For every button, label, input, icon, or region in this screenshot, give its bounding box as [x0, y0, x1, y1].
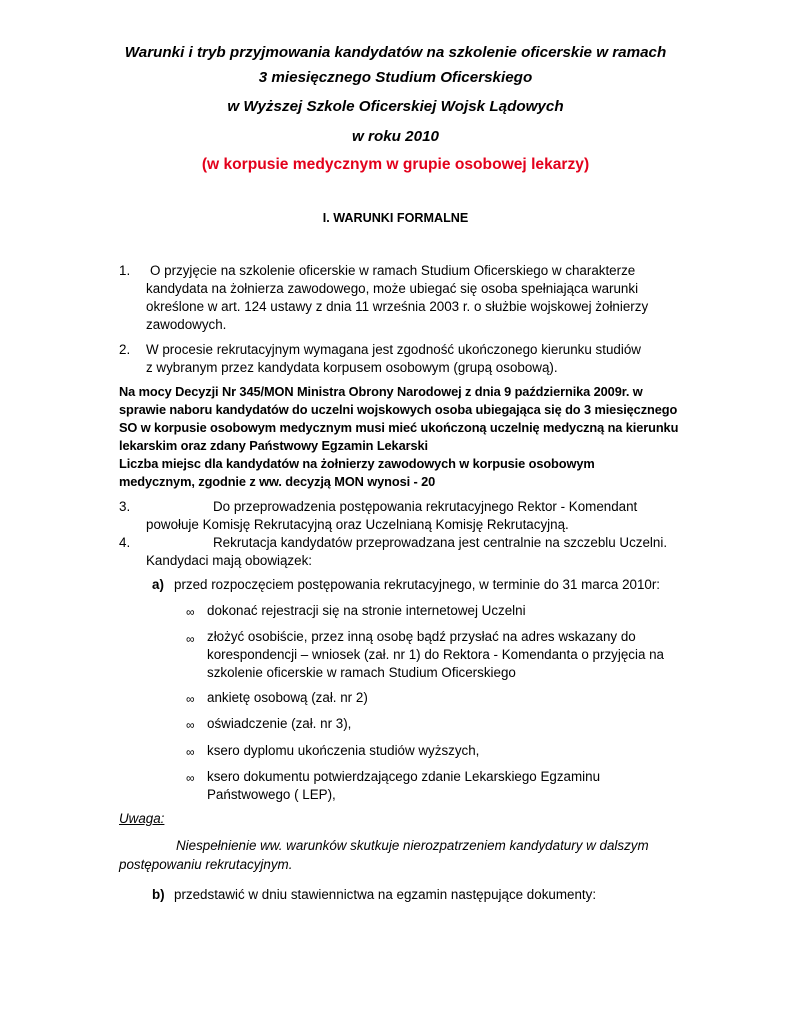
bullet-2-line-3: szkolenie oficerskie w ramach Studium Oficerskiego — [207, 665, 516, 680]
bullet-6-line-1: ksero dokumentu potwierdzającego zdanie Lekarskiego Egzaminu — [207, 769, 601, 784]
seats-line-1: Liczba miejsc dla kandydatów na żołnierzy zawodowych w korpusie osobowym — [119, 456, 595, 471]
item-1-line-3: określone w art. 124 ustawy z dnia 11 września 2003 r. o służbie wojskowej żołnierzy — [146, 299, 649, 314]
sub-a-text: przed rozpoczęciem postępowania rekrutacyjnego, w terminie do 31 marca 2010r: — [174, 577, 661, 592]
bullet-3-text: ankietę osobową (zał. nr 2) — [207, 690, 368, 705]
document-subtitle-red: (w korpusie medycznym w grupie osobowej lekarzy) — [201, 156, 590, 173]
decision-line-1: Na mocy Decyzji Nr 345/MON Ministra Obrony Narodowej z dnia 9 października 2009r. w — [119, 384, 643, 399]
infinity-bullet-icon: ∞ — [186, 605, 195, 619]
item-2-line-2: z wybranym przez kandydata korpusem osobowym (grupą osobową). — [146, 360, 558, 375]
note-line-1: Niespełnienie ww. warunków skutkuje nierozpatrzeniem kandydatury w dalszym — [176, 838, 649, 853]
bullet-2-line-1: złożyć osobiście, przez inną osobę bądź przysłać na adres wskazany do — [207, 629, 636, 644]
infinity-bullet-icon: ∞ — [186, 632, 195, 646]
document-title-line-2: 3 miesięcznego Studium Oficerskiego — [258, 69, 533, 86]
sub-b-label: b) — [152, 887, 165, 902]
document-title-line-4: w roku 2010 — [352, 128, 439, 145]
bullet-4-text: oświadczenie (zał. nr 3), — [207, 716, 352, 731]
seats-line-2: medycznym, zgodnie z ww. decyzją MON wynosi - 20 — [119, 474, 436, 489]
item-3-line-1: Do przeprowadzenia postępowania rekrutacyjnego Rektor - Komendant — [213, 499, 638, 514]
item-4-line-2: Kandydaci mają obowiązek: — [146, 553, 312, 568]
item-2-number: 2. — [119, 342, 131, 357]
section-heading: I. WARUNKI FORMALNE — [322, 211, 469, 225]
sub-a-label: a) — [152, 577, 164, 592]
bullet-6-line-2: Państwowego ( LEP), — [207, 787, 336, 802]
infinity-bullet-icon: ∞ — [186, 771, 195, 785]
sub-b-text: przedstawić w dniu stawiennictwa na egzamin następujące dokumenty: — [174, 887, 597, 902]
decision-line-3: SO w korpusie osobowym medycznym musi mieć ukończoną uczelnię medyczną na kierunku — [119, 420, 679, 435]
item-1-number: 1. — [119, 263, 131, 278]
item-4-number: 4. — [119, 535, 131, 550]
item-1-line-4: zawodowych. — [146, 317, 227, 332]
decision-line-4: lekarskim oraz zdany Państwowy Egzamin Lekarski — [119, 438, 428, 453]
infinity-bullet-icon: ∞ — [186, 718, 195, 732]
item-4-line-1: Rekrutacja kandydatów przeprowadzana jest centralnie na szczeblu Uczelni. — [213, 535, 668, 550]
note-label: Uwaga: — [119, 811, 165, 826]
item-3-number: 3. — [119, 499, 131, 514]
note-line-2: postępowaniu rekrutacyjnym. — [119, 857, 293, 872]
bullet-1-text: dokonać rejestracji się na stronie internetowej Uczelni — [207, 603, 526, 618]
document-title-line-1: Warunki i tryb przyjmowania kandydatów na szkolenie oficerskie w ramach — [124, 44, 667, 61]
decision-line-2: sprawie naboru kandydatów do uczelni wojskowych osoba ubiegająca się do 3 miesięcznego — [119, 402, 678, 417]
item-3-line-2: powołuje Komisję Rekrutacyjną oraz Uczelnianą Komisję Rekrutacyjną. — [146, 517, 569, 532]
item-1-line-1: O przyjęcie na szkolenie oficerskie w ramach Studium Oficerskiego w charakterze — [150, 263, 636, 278]
bullet-5-text: ksero dyplomu ukończenia studiów wyższych, — [207, 743, 480, 758]
item-2-line-1: W procesie rekrutacyjnym wymagana jest zgodność ukończonego kierunku studiów — [146, 342, 641, 357]
bullet-2-line-2: korespondencji – wniosek (zał. nr 1) do Rektora - Komendanta o przyjęcia na — [207, 647, 665, 662]
item-1-line-2: kandydata na żołnierza zawodowego, może ubiegać się osoba spełniająca warunki — [146, 281, 639, 296]
infinity-bullet-icon: ∞ — [186, 692, 195, 706]
infinity-bullet-icon: ∞ — [186, 745, 195, 759]
document-title-line-3: w Wyższej Szkole Oficerskiej Wojsk Lądowych — [227, 98, 564, 115]
